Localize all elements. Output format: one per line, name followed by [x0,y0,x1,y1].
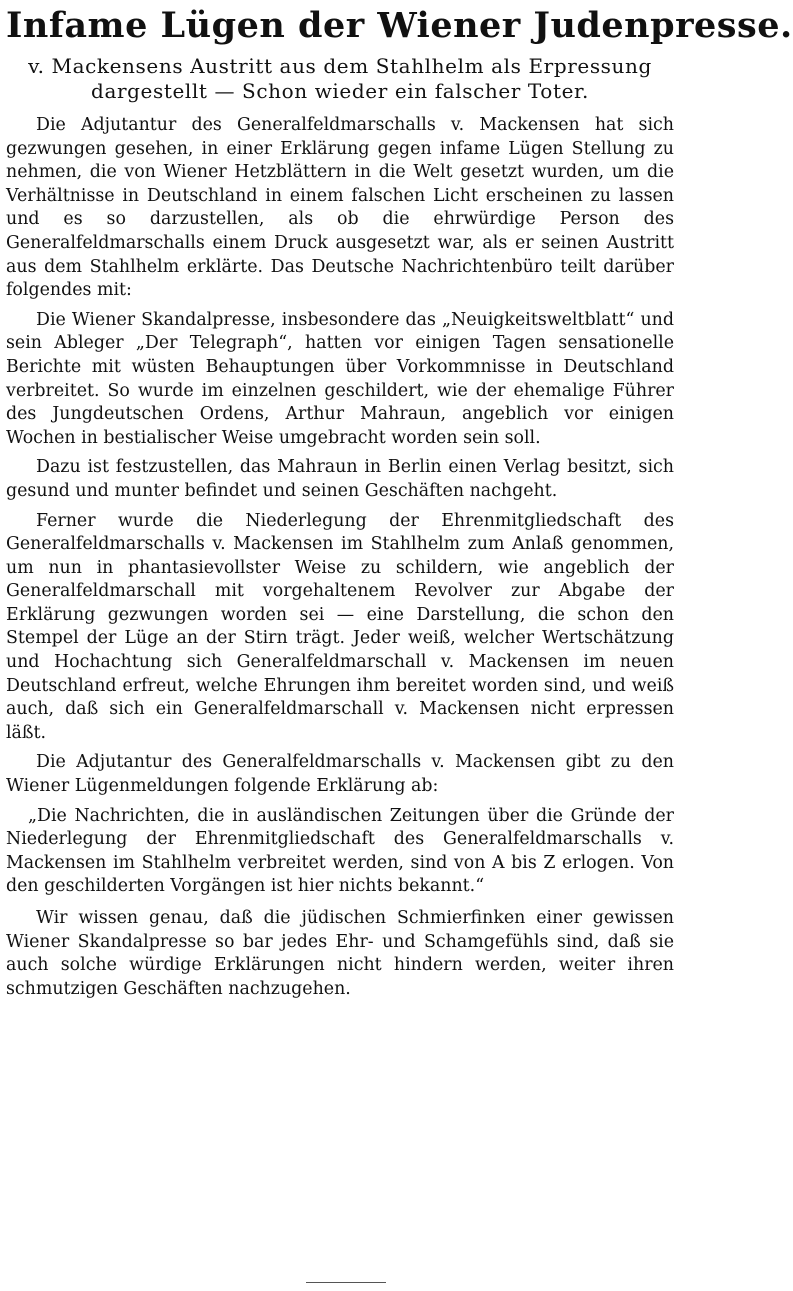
paragraph-mahraun: Dazu ist festzustellen, das Mahraun in Berlin einen Verlag besitzt, sich gesund und munter befindet und seinen Geschäften nachgeht. [6,457,674,501]
paragraph-vienna-press: Die Wiener Skandalpresse, insbesondere das „Neuigkeitsweltblatt“ und sein Ableger „Der Telegraph“, hatten vor einigen Tagen sensationelle Berichte mit wüsten Behauptungen über Vorkommnisse in Deutschland verbreitet. So wurde im einzelnen geschildert, wie der ehemalige Führer des Jungdeutschen Ordens, Arthur Mahraun, angeblich vor einigen Wochen in bestialischer Weise umgebracht worden sein soll. [6,309,674,448]
headline: Infame Lügen der Wiener Judenpresse. [6,5,793,46]
quoted-statement: „Die Nachrichten, die in ausländischen Zeitungen über die Gründe der Niederlegung der Ehrenmitgliedschaft des Generalfeldmarschalls v. Mackensen im Stahlhelm verbreitet werden, sind von A bis Z erlogen. Von den geschilderten Vorgängen ist hier nichts bekannt.“ [6,805,674,897]
column-end-rule [306,1282,386,1283]
paragraph-closing: Wir wissen genau, daß die jüdischen Schmierfinken einer gewissen Wiener Skandalpresse so bar jedes Ehr- und Schamgefühls sind, daß sie auch solche würdige Erklärungen nicht hindern werden, weiter ihren schmutzigen Geschäften nachzugehen. [6,908,674,999]
paragraph-intro: Die Adjutantur des Generalfeldmarschalls v. Mackensen hat sich gezwungen gesehen, in einer Erklärung gegen infame Lügen Stellung zu nehmen, die von Wiener Hetzblättern in die Welt gesetzt wurden, um die Verhältnisse in Deutschland in einem falschen Licht erscheinen zu lassen und es so darzustellen, als ob die ehrwürdige Person des Generalfeldmarschalls einem Druck ausgesetzt war, als er seinen Austritt aus dem Stahlhelm erklärte. Das Deutsche Nachrichtenbüro teilt darüber folgendes mit: [6,115,674,301]
subheadline: v. Mackensens Austritt aus dem Stahlhelm als Erpressung dargestellt — Schon wieder ein falscher Toter. [28,54,652,103]
paragraph-adjutantur: Die Adjutantur des Generalfeldmarschalls v. Mackensen gibt zu den Wiener Lügenmeldungen folgende Erklärung ab: [6,752,674,797]
paragraph-mackensen: Ferner wurde die Niederlegung der Ehrenmitgliedschaft des Generalfeldmarschalls v. Mackensen im Stahlhelm zum Anlaß genommen, um nun in phantasievollster Weise zu schildern, wie angeblich der Generalfeldmarschall mit vorgehaltenem Revolver zur Abgabe der Erklärung gezwungen worden sei — eine Darstellung, die schon den Stempel der Lüge an der Stirn trägt. Jeder weiß, welcher Wertschätzung und Hochachtung sich Generalfeldmarschall v. Mackensen im neuen Deutschland erfreut, welche Ehrungen ihm bereitet worden sind, und weiß auch, daß sich ein Generalfeldmarschall v. Mackensen nicht erpressen läßt. [6,510,674,743]
newspaper-clipping [6,4,793,1287]
